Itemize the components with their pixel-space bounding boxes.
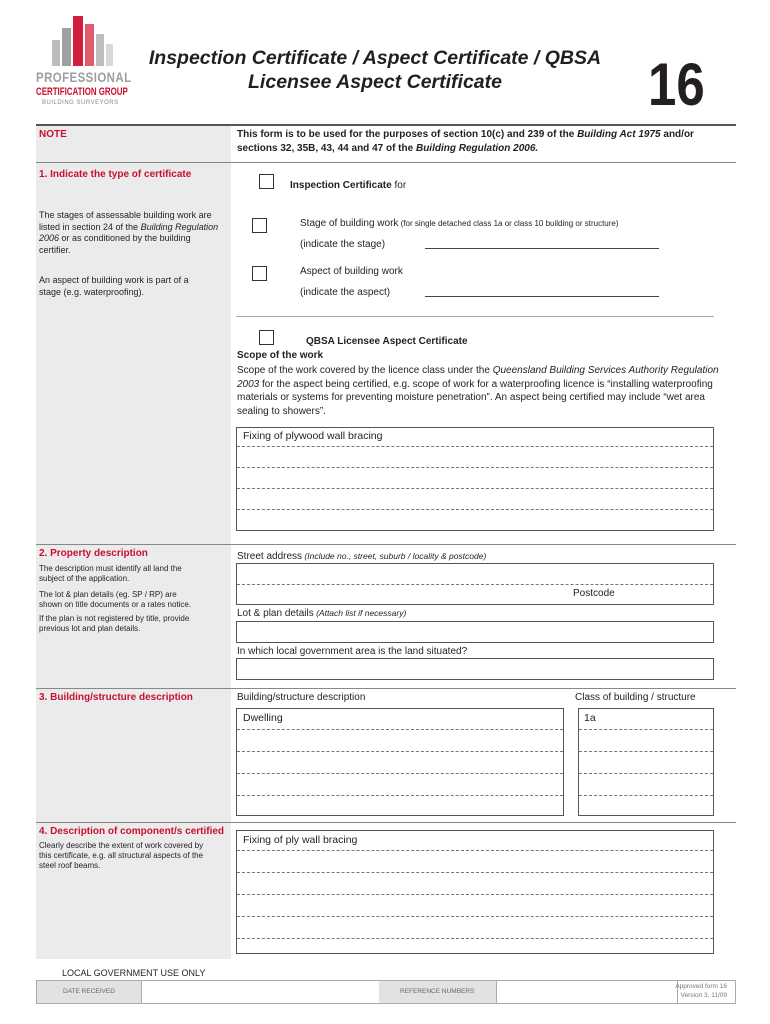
textbox-rule xyxy=(237,584,713,585)
scope-heading: Scope of the work xyxy=(237,350,324,361)
lga-field[interactable] xyxy=(236,658,714,680)
footer-table xyxy=(36,980,736,1004)
date-received-label: DATE RECEIVED xyxy=(63,988,115,995)
component-description-field[interactable] xyxy=(236,830,714,954)
section2-side-p3: If the plan is not registered by title, provide previous lot and plan details. xyxy=(39,614,190,633)
lot-plan-hint: (Attach list if necessary) xyxy=(313,608,407,618)
stage-label-text: Stage of building work xyxy=(300,218,399,229)
section1-side-p1 xyxy=(39,210,219,256)
lot-plan-label xyxy=(237,608,406,619)
logo-text-1: PROFESSIONAL xyxy=(36,69,132,85)
textbox-rule xyxy=(237,850,713,851)
class-of-building-field[interactable] xyxy=(578,708,714,816)
stage-label xyxy=(300,218,619,229)
divider xyxy=(36,688,736,689)
qbsa-label: QBSA Licensee Aspect Certificate xyxy=(306,336,468,347)
note-label: NOTE xyxy=(39,129,67,140)
scope-text-italic: Queensland Building Services Authority Regulation 2003 xyxy=(237,365,719,390)
logo-tagline: BUILDING SURVEYORS xyxy=(42,100,119,106)
stage-input-line[interactable] xyxy=(425,248,659,249)
version-label: Version 3, 11/09 xyxy=(680,992,727,999)
building-description-value: Dwelling xyxy=(243,712,283,724)
textbox-rule xyxy=(237,916,713,917)
logo xyxy=(36,14,136,109)
section4-side-text: Clearly describe the extent of work covered by this certificate, e.g. all structural aspects of the steel roof beams. xyxy=(39,841,204,870)
textbox-rule xyxy=(237,509,713,510)
inspection-certificate-rest: for xyxy=(391,180,407,191)
lot-plan-label-text: Lot & plan details xyxy=(237,608,314,619)
note-text-b: and/or xyxy=(660,129,694,140)
textbox-rule xyxy=(237,773,563,774)
lot-plan-field[interactable] xyxy=(236,621,714,643)
title-line-1: Inspection Certificate / Aspect Certificate / QBSA xyxy=(148,47,602,69)
class-of-building-value: 1a xyxy=(584,712,596,724)
page-title xyxy=(130,46,620,94)
scope-text-a: Scope of the work covered by the licence class under the xyxy=(237,365,493,376)
textbox-rule xyxy=(237,894,713,895)
textbox-rule xyxy=(237,751,563,752)
indicate-aspect-label: (indicate the aspect) xyxy=(300,287,391,298)
form-number: 16 xyxy=(648,51,705,118)
logo-text-2: CERTIFICATION GROUP xyxy=(36,86,128,98)
divider xyxy=(236,316,714,317)
stage-of-building-work-checkbox[interactable] xyxy=(252,218,267,233)
component-description-value: Fixing of ply wall bracing xyxy=(243,834,358,846)
section2-side-p2: The lot & plan details (eg. SP / RP) are shown on title documents or a rates notice. xyxy=(39,590,192,609)
stage-note: (for single detached class 1a or class 10 building or structure) xyxy=(398,219,619,228)
scope-text xyxy=(237,364,730,418)
building-description-label: Building/structure description xyxy=(237,692,366,703)
divider xyxy=(36,544,736,545)
aspect-of-building-work-checkbox[interactable] xyxy=(252,266,267,281)
reference-numbers-input[interactable] xyxy=(496,981,678,1003)
textbox-rule xyxy=(579,729,713,730)
qbsa-licensee-checkbox[interactable] xyxy=(259,330,274,345)
textbox-rule xyxy=(237,467,713,468)
lga-question: In which local government area is the land situated? xyxy=(237,646,468,657)
textbox-rule xyxy=(237,488,713,489)
note-text-act: Building Act 1975 xyxy=(577,129,661,140)
textbox-rule xyxy=(237,446,713,447)
section1-side-p1-italic: Building Regulation 2006 xyxy=(39,221,219,243)
section1-side-p2: An aspect of building work is part of a stage (e.g. waterproofing). xyxy=(39,275,189,297)
section4-label: 4. Description of component/s certified xyxy=(39,826,225,837)
note-text-reg: Building Regulation 2006. xyxy=(415,143,539,154)
scope-of-work-value: Fixing of plywood wall bracing xyxy=(243,430,383,442)
street-address-label xyxy=(237,551,486,562)
note-text-a: This form is to be used for the purposes of section 10(c) and 239 of the xyxy=(237,129,578,140)
reference-numbers-label: REFERENCE NUMBERS xyxy=(400,988,475,995)
postcode-label: Postcode xyxy=(573,588,615,599)
approved-form-label: Approved form 16 xyxy=(675,983,727,990)
divider xyxy=(36,124,736,126)
section2-label: 2. Property description xyxy=(39,548,148,559)
note-text-c: sections 32, 35B, 43, 44 and 47 of the xyxy=(237,143,416,154)
textbox-rule xyxy=(237,872,713,873)
section1-side-p1-b: or as conditioned by the building certifier. xyxy=(39,233,191,255)
aspect-input-line[interactable] xyxy=(425,296,659,297)
aspect-label: Aspect of building work xyxy=(300,266,403,277)
section1-side-p1-a: The stages of assessable building work are listed in section 24 of the xyxy=(39,210,212,232)
section1-label: 1. Indicate the type of certificate xyxy=(39,169,192,180)
inspection-certificate-bold: Inspection Certificate xyxy=(290,180,392,191)
date-received-input[interactable] xyxy=(141,981,379,1003)
section3-label: 3. Building/structure description xyxy=(39,692,193,703)
scope-of-work-textbox[interactable] xyxy=(236,427,714,531)
divider xyxy=(36,162,736,163)
title-line-2: Licensee Aspect Certificate xyxy=(248,71,502,93)
textbox-rule xyxy=(237,795,563,796)
building-description-field[interactable] xyxy=(236,708,564,816)
street-address-hint: (Include no., street, suburb / locality & postcode) xyxy=(302,551,487,561)
inspection-certificate-checkbox[interactable] xyxy=(259,174,274,189)
note-text xyxy=(237,128,732,156)
section2-side-p1: The description must identify all land the subject of the application. xyxy=(39,564,182,583)
indicate-stage-label: (indicate the stage) xyxy=(300,239,386,250)
textbox-rule xyxy=(237,938,713,939)
logo-buildings-icon xyxy=(50,14,120,66)
class-of-building-label: Class of building / structure xyxy=(575,692,696,703)
scope-text-b: for the aspect being certified, e.g. scope of work for a waterproofing licence is “installing waterproofing materials or systems for preventing moisture penetration”. An aspect being certified may include “wet area sealing to showers”. xyxy=(237,378,713,417)
textbox-rule xyxy=(579,751,713,752)
street-address-label-text: Street address xyxy=(237,551,303,562)
inspection-certificate-label xyxy=(290,180,406,191)
divider xyxy=(36,822,736,823)
local-government-use-label: LOCAL GOVERNMENT USE ONLY xyxy=(62,968,206,978)
textbox-rule xyxy=(579,795,713,796)
textbox-rule xyxy=(579,773,713,774)
textbox-rule xyxy=(237,729,563,730)
